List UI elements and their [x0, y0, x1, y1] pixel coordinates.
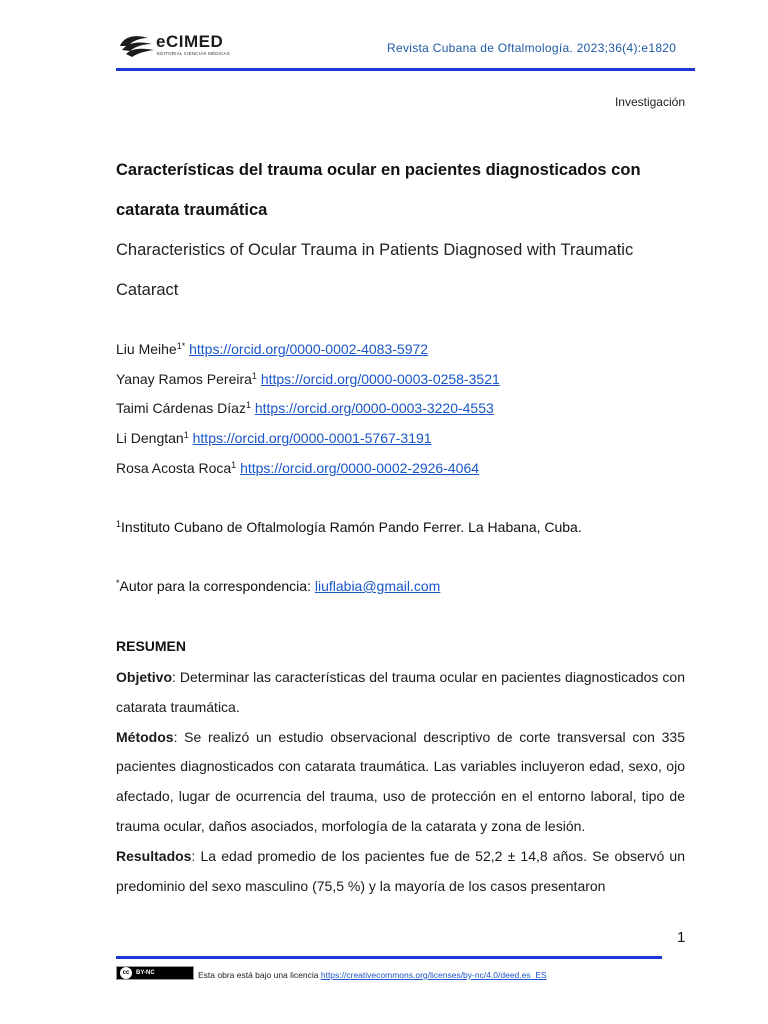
title-spanish: Características del trauma ocular en pacientes diagnosticados con catarata traumática	[116, 161, 641, 219]
author-sup: 1	[231, 460, 237, 470]
author-name: Yanay Ramos Pereira	[116, 371, 252, 387]
header-rule	[116, 68, 695, 71]
results-text: : La edad promedio de los pacientes fue de 52,2 ± 14,8 años. Se observó un predominio del sexo masculino (75,5 %) y la mayoría de los casos presentaron	[116, 847, 685, 894]
title-english: Characteristics of Ocular Trauma in Patients Diagnosed with Traumatic Cataract	[116, 241, 634, 299]
author-name: Li Dengtan	[116, 430, 184, 446]
author-sup: 1*	[176, 341, 186, 351]
orcid-link[interactable]: https://orcid.org/0000-0002-4083-5972	[189, 341, 429, 357]
license-text: Esta obra está bajo una licencia	[198, 970, 321, 980]
cc-license-badge[interactable]	[116, 966, 194, 980]
license-notice	[198, 970, 547, 980]
author-name: Rosa Acosta Roca	[116, 460, 232, 476]
affiliation-sup: 1	[116, 519, 122, 529]
author-sup: 1	[183, 430, 189, 440]
objective-text: : Determinar las características del trauma ocular en pacientes diagnosticados con catarata traumática.	[116, 669, 685, 715]
objective-label: Objetivo	[116, 669, 173, 685]
orcid-link[interactable]: https://orcid.org/0000-0003-3220-4553	[254, 400, 494, 416]
correspondence-label: Autor para la correspondencia:	[119, 578, 315, 594]
author-line	[116, 400, 494, 416]
abstract-objective	[116, 663, 685, 723]
ecimed-logo-icon	[118, 32, 158, 60]
orcid-link[interactable]: https://orcid.org/0000-0003-0258-3521	[260, 371, 500, 387]
page-number: 1	[677, 929, 686, 946]
author-name: Taimi Cárdenas Díaz	[116, 400, 246, 416]
orcid-link[interactable]: https://orcid.org/0000-0001-5767-3191	[192, 430, 432, 446]
footer-rule	[116, 956, 662, 959]
journal-citation: Revista Cubana de Oftalmología. 2023;36(4):e1820	[387, 41, 677, 55]
correspondence-sup: *	[116, 578, 120, 588]
methods-label: Métodos	[116, 728, 174, 745]
license-link[interactable]: https://creativecommons.org/licenses/by-nc/4.0/deed.es_ES	[320, 970, 547, 980]
logo-wordmark: eCIMED	[156, 32, 224, 51]
cc-badge-label: BY-NC	[136, 970, 155, 976]
abstract-body	[116, 663, 685, 901]
affiliation	[116, 519, 582, 535]
author-line	[116, 341, 428, 357]
author-line	[116, 460, 479, 476]
author-sup: 1	[245, 400, 251, 410]
methods-text: : Se realizó un estudio observacional descriptivo de corte transversal con 335 pacientes diagnosticados con catarata traumática. Las variables incluyeron edad, sexo, ojo afectado, lugar de ocurrencia del trauma, uso de protección en el entorno laboral, tipo de trauma ocular, daños asociados, morfología de la catarata y zona de lesión.	[116, 728, 685, 834]
results-label: Resultados	[116, 847, 192, 864]
section-label: Investigación	[614, 95, 685, 109]
abstract-methods	[116, 723, 685, 842]
orcid-link[interactable]: https://orcid.org/0000-0002-2926-4064	[240, 460, 480, 476]
logo-subtitle: EDITORIAL CIENCIAS MÉDICAS	[157, 51, 230, 56]
author-sup: 1	[251, 371, 257, 381]
correspondence	[116, 578, 440, 594]
cc-icon: cc	[120, 967, 132, 979]
correspondence-email-link[interactable]: liuflabia@gmail.com	[314, 578, 441, 594]
author-line	[116, 430, 432, 446]
affiliation-text: Instituto Cubano de Oftalmología Ramón Pando Ferrer. La Habana, Cuba.	[121, 519, 582, 535]
abstract-heading: RESUMEN	[116, 638, 187, 654]
author-name: Liu Meihe	[116, 341, 177, 357]
author-line	[116, 371, 500, 387]
abstract-results	[116, 842, 685, 902]
